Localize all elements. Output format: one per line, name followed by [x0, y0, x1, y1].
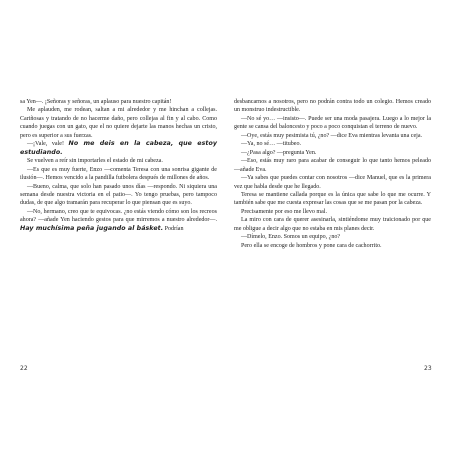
paragraph [234, 242, 431, 250]
text-segment: —Bueno, calma, que solo han pasado unos días —respondo. Ni siquiera una semana desde nuestra victoria en el patio—. Yo tengo pruebas, pero tampoco dudas, de que algo tramarán para recuperar lo que piensan que es suyo. [20, 183, 217, 207]
paragraph [234, 233, 431, 241]
text-segment: —Eso, estás muy raro para acabar de conseguir lo que tanto hemos peleado —añade Eva. [234, 158, 431, 173]
text-segment: Se vuelven a reír sin importarles el estado de mi cabeza. [27, 158, 163, 165]
text-segment: desbancarnos a nosotros, pero no podrán contra todo un colegio. Hemos creado un monstruo indestructible. [234, 99, 431, 114]
left-page-number: 22 [20, 365, 28, 372]
paragraph [234, 216, 431, 233]
paragraph [234, 149, 431, 157]
paragraph [234, 191, 431, 208]
text-segment: —¡Vale, vale! [27, 141, 69, 148]
text-segment: La miro con cara de querer asesinarla, sintiéndome muy traicionado por que me obligue a decir algo que no estaba en mis planes decir. [234, 217, 431, 232]
text-segment: Teresa se mantiene callada porque es la única que sabe lo que me ocurre. Y también sabe que me cuesta expresar las cosas que se me pasan por la cabeza. [234, 191, 431, 207]
paragraph [20, 98, 217, 106]
paragraph [20, 166, 217, 183]
text-segment: Me aplauden, me rodean, saltan a mi alrededor y me hinchan a collejas. Cariñosas y tratando de no hacerme daño, pero collejas al fin y al cabo. Como cuando juegas con un gato, que el no quiere dejarte las manos hechas un cristo, pero es superior a sus fuerzas. [20, 107, 217, 139]
paragraph [234, 157, 431, 174]
paragraph [234, 115, 431, 132]
handwritten-text: Hay muchísima peña jugando al básket. [20, 224, 164, 232]
text-segment: Podrían [163, 225, 184, 232]
paragraph [20, 140, 217, 157]
paragraph [20, 208, 217, 233]
paragraph [234, 140, 431, 148]
paragraph [20, 183, 217, 208]
text-segment: Pero ella se encoge de hombros y pone cara de cachorrito. [241, 242, 382, 249]
text-segment: —No, hermano, creo que te equivocas. ¿no estás viendo cómo son los recreos ahora? —añade Yen haciendo gestos para que mirremos a nuestro alrededor—. [20, 208, 217, 224]
text-segment: sa Yen—. ¡Señoras y señoras, un aplauso para nuestro capitán! [20, 99, 172, 105]
paragraph [234, 98, 431, 115]
right-page [234, 98, 431, 250]
text-segment: —No sé yo… —insisto—. Puede ser una moda pasajera. Luego a lo mejor la gente se cansa del baloncesto y poco a poco conquistan el terreno de nuevo. [234, 115, 431, 131]
paragraph [234, 174, 431, 191]
right-page-number: 23 [424, 365, 432, 372]
text-segment: —Ya sabes que puedes contar con nosotros —dice Manuel, que es la primera vez que habla desde que he llegado. [234, 175, 431, 190]
text-segment: —Dímelo, Enzo. Somos un equipo, ¿no? [241, 234, 341, 241]
text-segment: Precisamente por eso me llevo mal. [241, 208, 327, 215]
text-segment: —¿Pasa algo? —pregunta Yen. [241, 149, 317, 156]
paragraph [234, 208, 431, 216]
text-segment: —Ya, no sé… —titubeo. [241, 141, 302, 148]
paragraph [234, 132, 431, 140]
text-segment: —Es que es muy fuerte, Enzo —comenta Teresa con una sonrisa gigante de ilusión—. Hemos vencido a la pandilla futbolera después de millones de años. [20, 166, 217, 182]
paragraph [20, 157, 217, 165]
paragraph [20, 106, 217, 140]
text-segment: —Oye, estás muy pesimista tú, ¿no? —dice Eva mientras levanta una ceja. [241, 132, 423, 139]
left-page [20, 98, 217, 233]
handwritten-text: No me deis en la cabeza, que estoy estudiando. [20, 140, 217, 156]
